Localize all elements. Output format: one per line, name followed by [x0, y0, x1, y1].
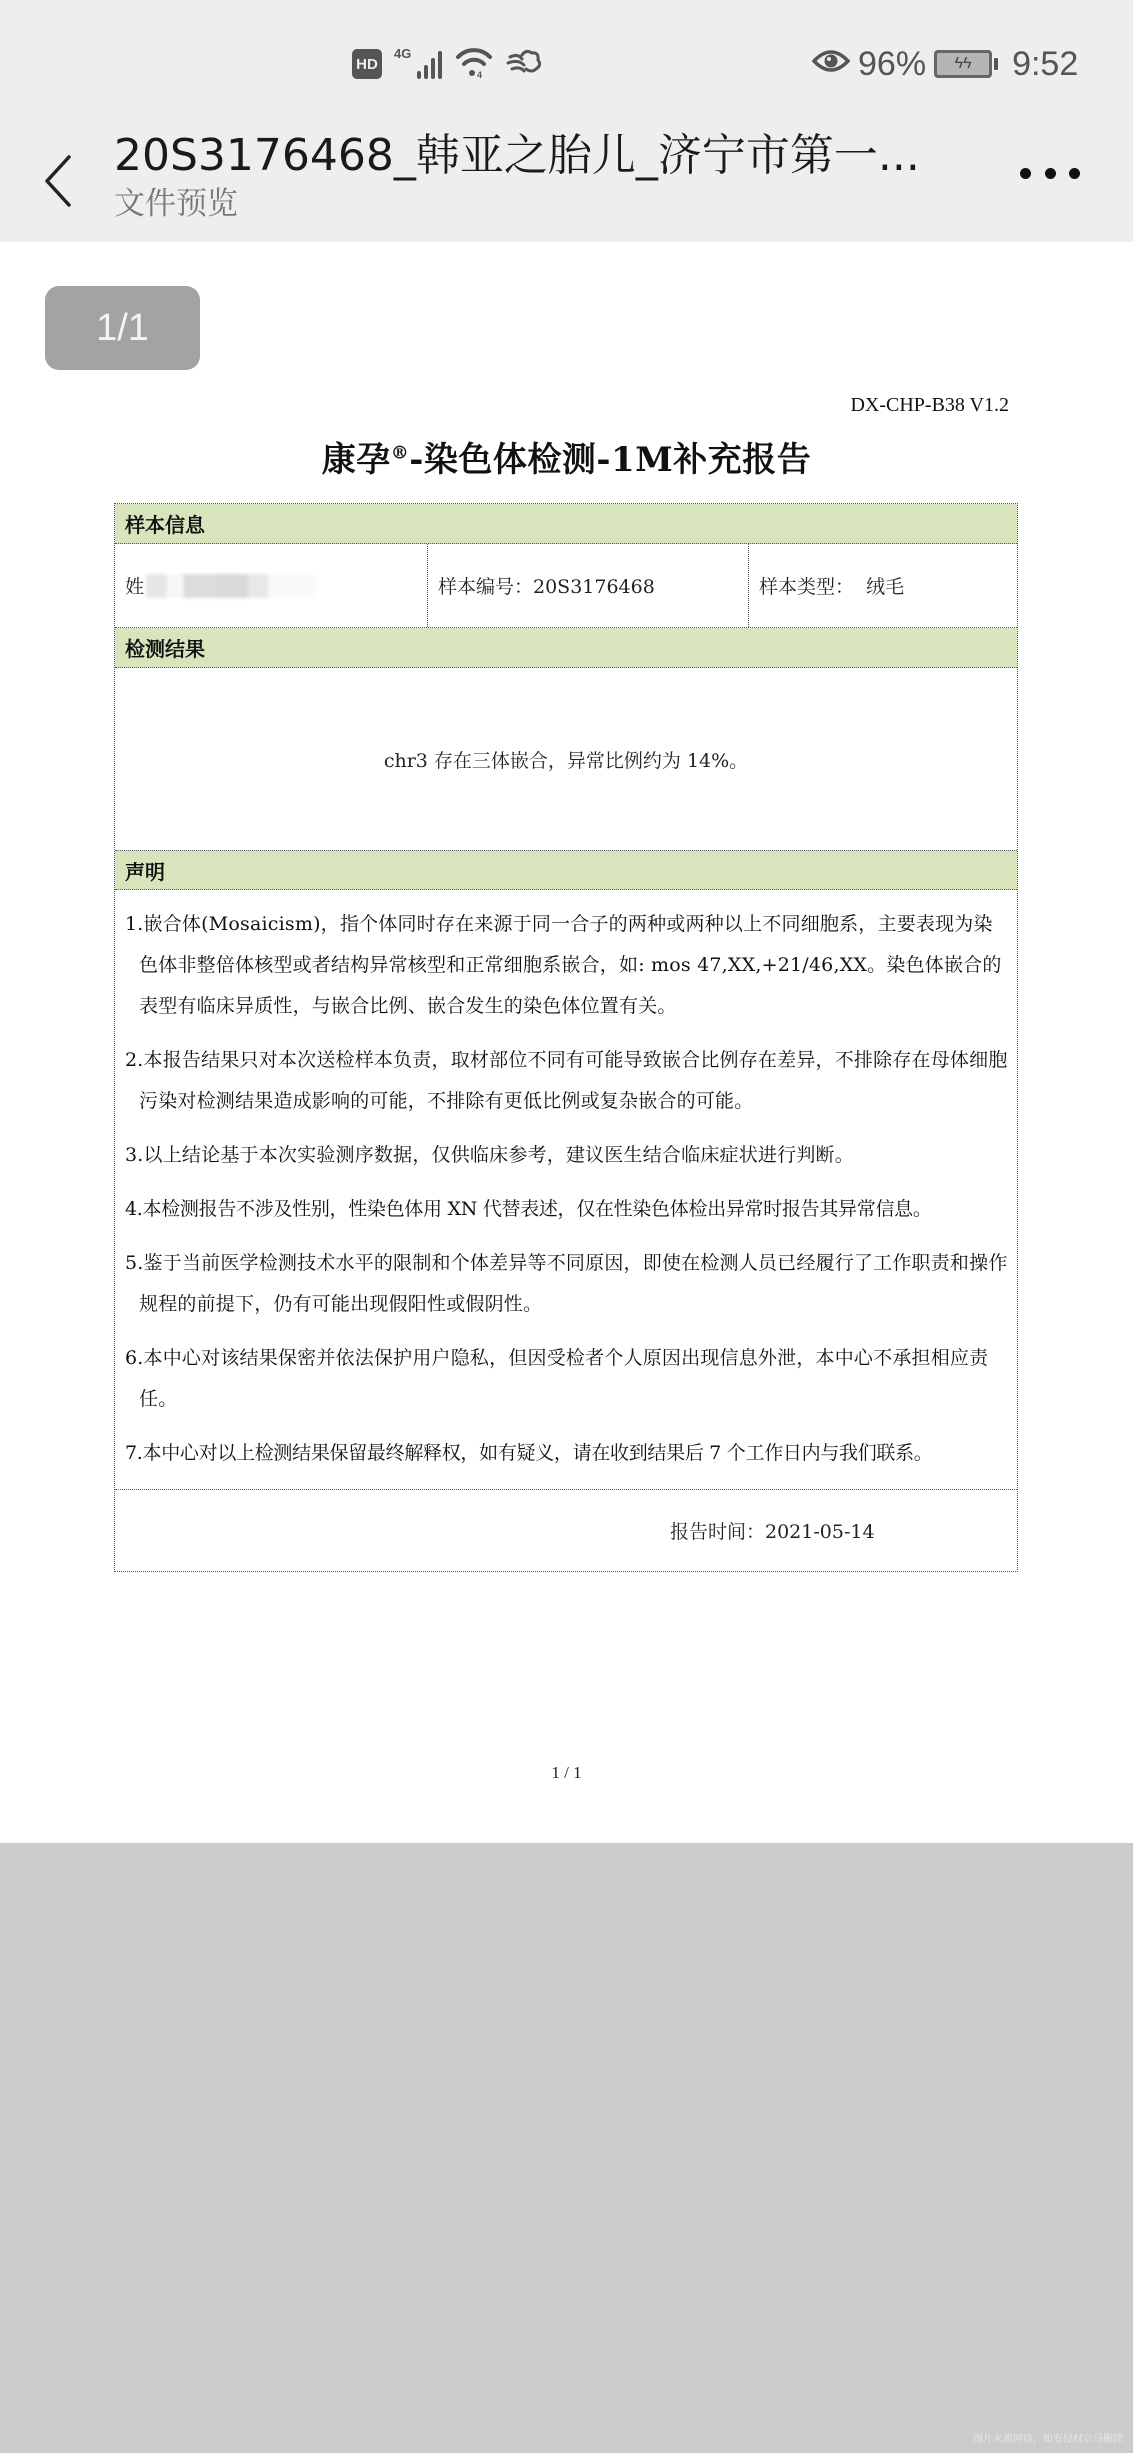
- battery-percent: 96%: [858, 44, 927, 83]
- file-preview-subtitle: 文件预览: [114, 186, 238, 222]
- watermark: 图片来源网络，如有侵权立马删除: [973, 2434, 1123, 2445]
- more-options-button[interactable]: [1020, 158, 1080, 188]
- sample-info-row: [115, 544, 1017, 628]
- page-footer-number: 1 / 1: [551, 1763, 582, 1782]
- wifi-icon: [454, 45, 494, 83]
- statement-item: 6.本中心对该结果保密并依法保护用户隐私，但因受检者个人原因出现信息外泄，本中心不承担相应责任。: [125, 1347, 989, 1410]
- statement-item: 7.本中心对以上检测结果保留最终解释权，如有疑义，请在收到结果后 7 个工作日内与我们联系。: [125, 1442, 933, 1464]
- document-title: [0, 432, 1133, 481]
- back-button[interactable]: [36, 146, 80, 216]
- report-table: [114, 503, 1018, 1572]
- cloud-icon: [506, 47, 542, 81]
- sample-type-cell: 样本类型： 绒毛: [748, 544, 1017, 627]
- registered-mark: ®: [390, 442, 410, 464]
- clock: 9:52: [1012, 44, 1079, 83]
- statement-item: 2.本报告结果只对本次送检样本负责，取材部位不同有可能导致嵌合比例存在差异，不排除存在母体细胞污染对检测结果造成影响的可能，不排除有更低比例或复杂嵌合的可能。: [125, 1049, 1008, 1112]
- patient-name-prefix: 姓: [125, 576, 145, 598]
- eye-icon: [812, 45, 850, 84]
- statement-item: 1.嵌合体(Mosaicism)，指个体同时存在来源于同一合子的两种或两种以上不同细胞系，主要表现为染色体非整倍体核型或者结构异常核型和正常细胞系嵌合，如: mos 47,XX,+21/46,XX。染色体嵌合的表型有临床异质性，与嵌合比例、嵌合发生的染色体位置有关。: [125, 913, 1002, 1017]
- hd-icon: HD: [352, 49, 382, 79]
- status-left-icons: [352, 44, 542, 84]
- title-suffix: -染色体检测-1M补充报告: [409, 440, 812, 480]
- battery-charging-icon: ϟϟ: [934, 50, 992, 78]
- app-bar: [0, 128, 1133, 242]
- svg-text:4: 4: [477, 70, 483, 79]
- statement-heading: 声明: [115, 850, 1017, 890]
- network-type-label: 4G: [394, 46, 412, 61]
- document-page[interactable]: [0, 242, 1133, 1843]
- status-bar: [0, 0, 1133, 128]
- statement-item: 3.以上结论基于本次实验测序数据，仅供临床参考，建议医生结合临床症状进行判断。: [125, 1144, 854, 1166]
- page-indicator: 1/1: [45, 286, 200, 370]
- more-dot-icon: [1020, 168, 1031, 179]
- more-dot-icon: [1045, 168, 1056, 179]
- result-heading: 检测结果: [115, 628, 1017, 668]
- statement-list: [115, 890, 1017, 1489]
- title-prefix: 康孕: [321, 440, 391, 480]
- redacted-name: [146, 574, 316, 598]
- chevron-left-icon: [43, 155, 73, 207]
- status-right: [812, 42, 1078, 86]
- statement-item: 4.本检测报告不涉及性别，性染色体用 XN 代替表述，仅在性染色体检出异常时报告其异常信息。: [125, 1198, 932, 1220]
- signal-icon: [417, 49, 442, 79]
- sample-info-heading: 样本信息: [115, 504, 1017, 544]
- report-time: 报告时间：2021-05-14: [115, 1489, 1017, 1571]
- patient-name-cell: [115, 544, 427, 627]
- more-dot-icon: [1069, 168, 1080, 179]
- result-text: chr3 存在三体嵌合，异常比例约为 14%。: [383, 749, 749, 772]
- file-title: 20S3176468_韩亚之胎儿_济宁市第一...: [114, 130, 920, 181]
- document-code: DX-CHP-B38 V1.2: [850, 394, 1009, 416]
- statement-item: 5.鉴于当前医学检测技术水平的限制和个体差异等不同原因，即使在检测人员已经履行了工作职责和操作规程的前提下，仍有可能出现假阳性或假阴性。: [125, 1252, 1008, 1315]
- sample-id-cell: 样本编号：20S3176468: [427, 544, 748, 627]
